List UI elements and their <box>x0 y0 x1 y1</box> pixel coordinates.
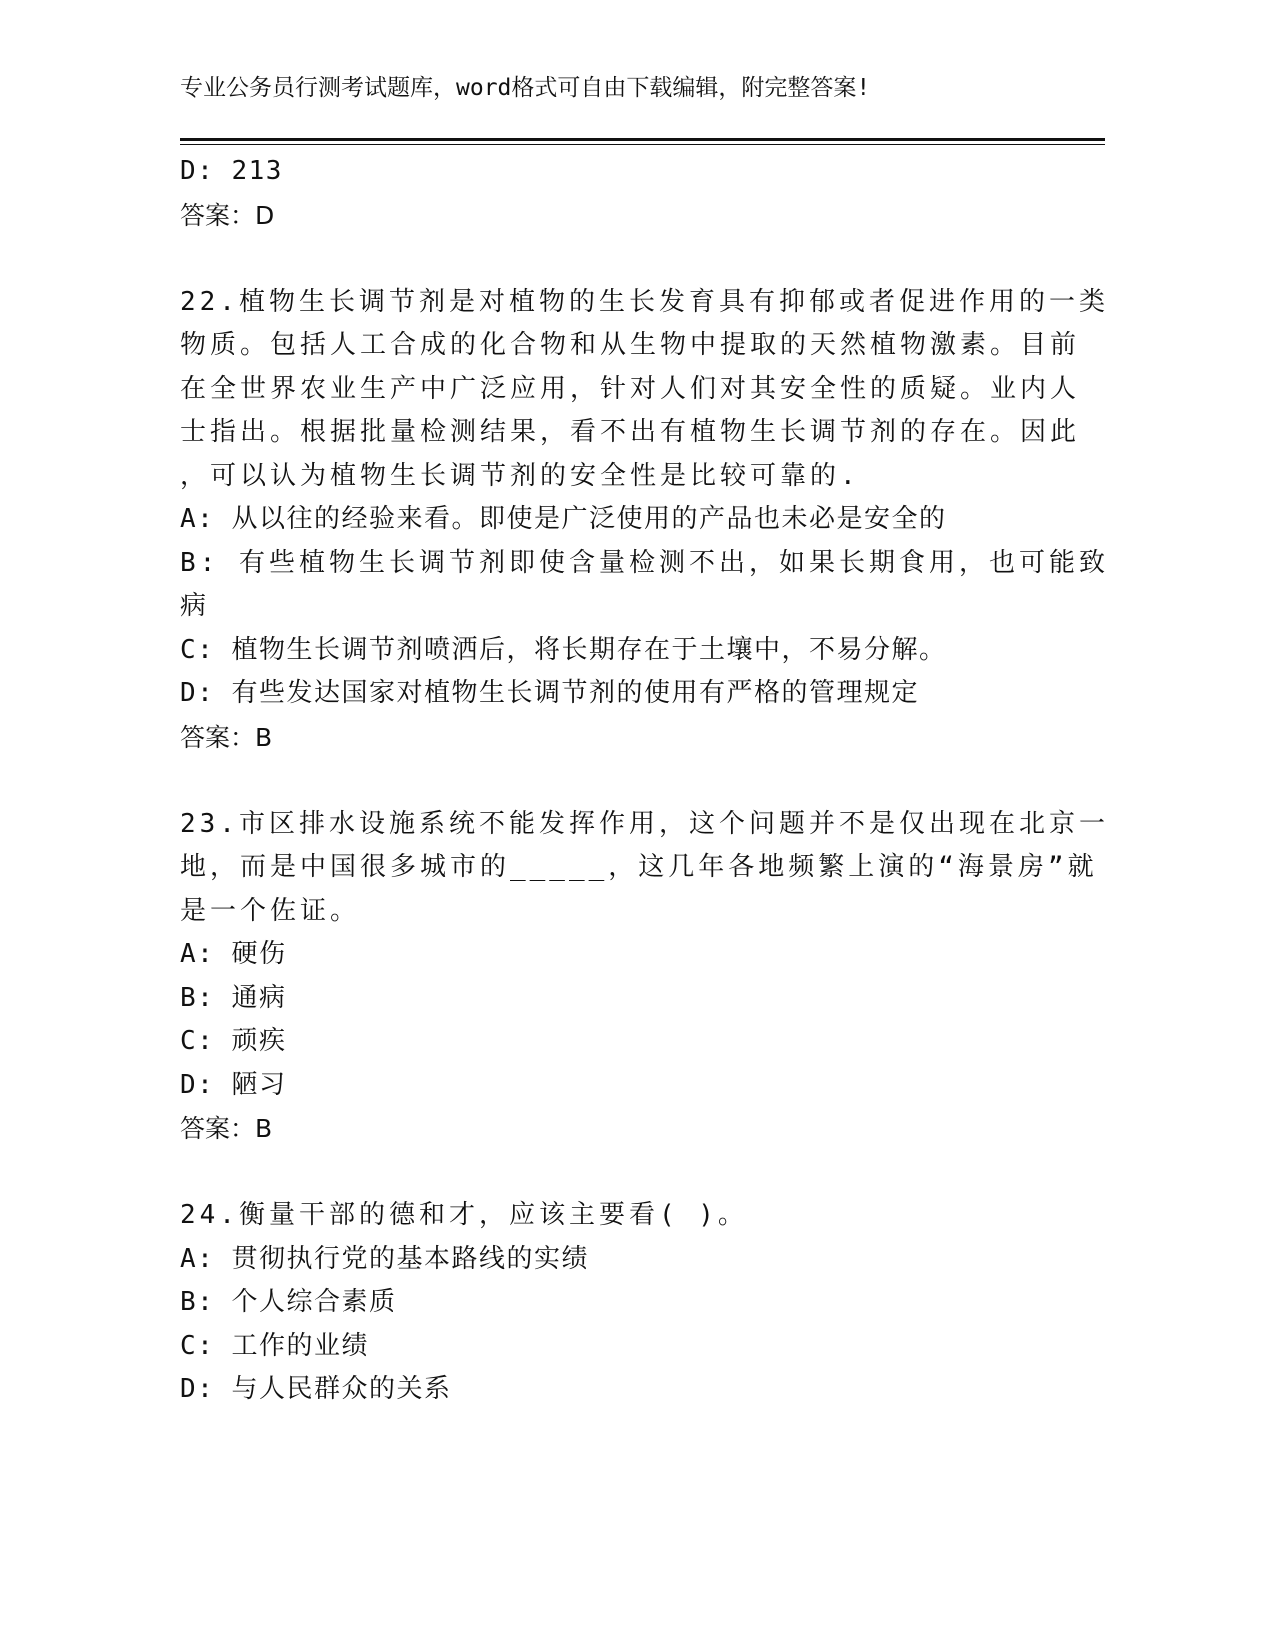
q22-option-b: B: 有些植物生长调节剂即使含量检测不出，如果长期食用，也可能致 <box>180 547 1109 578</box>
q24-option-b: B: 个人综合素质 <box>180 1287 397 1317</box>
page-header: 专业公务员行测考试题库，word格式可自由下载编辑，附完整答案! <box>180 75 871 101</box>
header-rule-thick <box>180 138 1105 141</box>
question-23 <box>180 803 1109 1151</box>
q22-answer: 答案：B <box>180 722 273 752</box>
q24-option-a: A: 贯彻执行党的基本路线的实绩 <box>180 1243 589 1274</box>
q22-option-c: C: 植物生长调节剂喷洒后，将长期存在于土壤中，不易分解。 <box>180 634 947 665</box>
q22-option-d: D: 有些发达国家对植物生长调节剂的使用有严格的管理规定 <box>180 678 919 708</box>
q23-stem-line: 地，而是中国很多城市的_____，这几年各地频繁上演的“海景房”就 <box>180 852 1098 882</box>
prev-answer: 答案：D <box>180 200 275 230</box>
q23-option-d: D: 陋习 <box>180 1069 287 1100</box>
q23-stem-line: 23.市区排水设施系统不能发挥作用，这个问题并不是仅出现在北京一 <box>180 808 1109 839</box>
header-rule-thin <box>180 144 1105 145</box>
question-content <box>180 150 1109 1412</box>
question-24 <box>180 1194 1040 1412</box>
q22-stem-line: 物质。包括人工合成的化合物和从生物中提取的天然植物激素。目前 <box>180 330 1081 360</box>
spacer <box>180 237 1040 281</box>
q23-option-c: C: 顽疾 <box>180 1026 287 1056</box>
q23-option-a: A: 硬伤 <box>180 939 287 969</box>
spacer <box>180 1151 1040 1195</box>
q24-stem: 24.衡量干部的德和才，应该主要看( )。 <box>180 1200 748 1230</box>
spacer <box>180 759 1040 803</box>
q23-answer: 答案：B <box>180 1114 273 1143</box>
q22-stem-line: ，可以认为植物生长调节剂的安全性是比较可靠的. <box>180 460 860 491</box>
question-22 <box>180 281 1109 760</box>
q24-option-c: C: 工作的业绩 <box>180 1330 369 1361</box>
q22-stem-line: 士指出。根据批量检测结果，看不出有植物生长调节剂的存在。因此 <box>180 417 1081 447</box>
q22-option-b-continued: 病 <box>180 591 208 621</box>
q23-option-b: B: 通病 <box>180 982 287 1013</box>
q22-option-a: A: 从以往的经验来看。即使是广泛使用的产品也未必是安全的 <box>180 504 947 534</box>
q22-stem-line: 22.植物生长调节剂是对植物的生长发育具有抑郁或者促进作用的一类 <box>180 286 1109 317</box>
q22-stem-line: 在全世界农业生产中广泛应用，针对人们对其安全性的质疑。业内人 <box>180 373 1081 404</box>
prev-option-d: D: 213 <box>180 156 283 186</box>
q23-stem-line: 是一个佐证。 <box>180 895 361 926</box>
q24-option-d: D: 与人民群众的关系 <box>180 1374 452 1404</box>
